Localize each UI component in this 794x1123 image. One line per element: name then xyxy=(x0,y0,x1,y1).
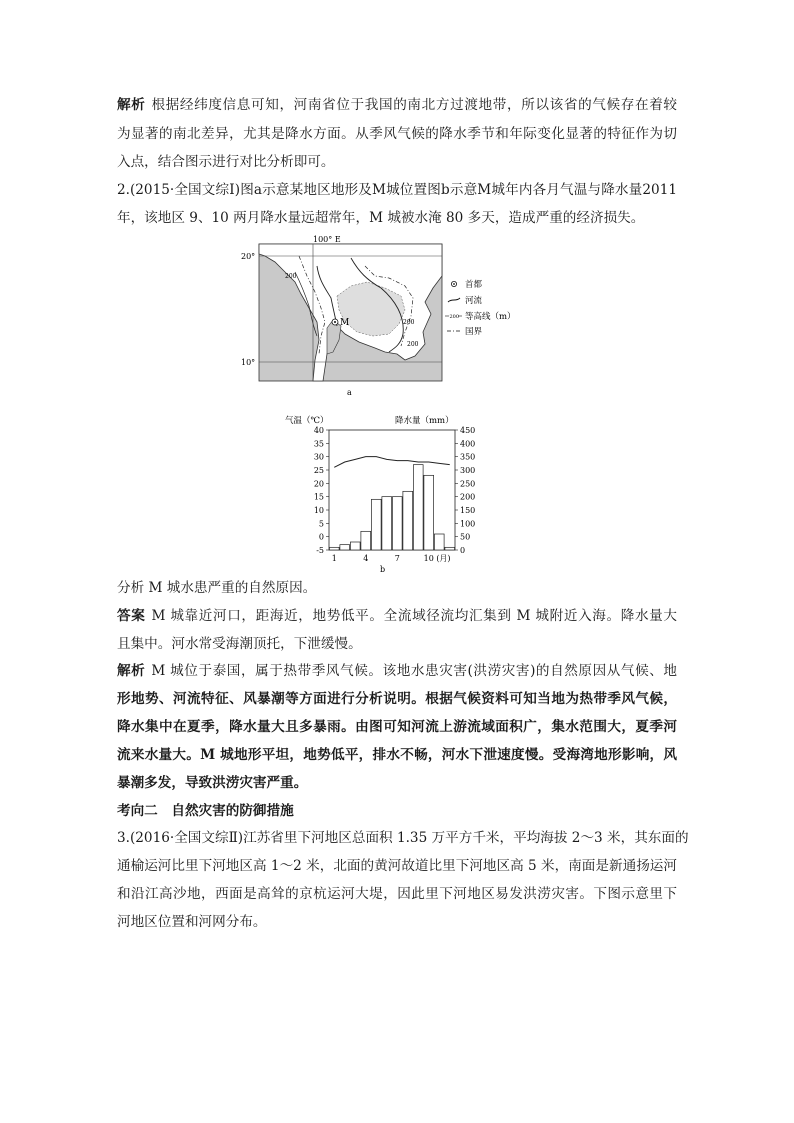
right-tick-label: 400 xyxy=(460,439,476,449)
answer2-line-2: 且集中。河水常受海潮顶托，下泄缓慢。 xyxy=(117,636,362,652)
x-tick-label: 1 xyxy=(331,554,337,563)
precipitation-bar xyxy=(371,499,381,550)
analysis1-line-3: 入点，结合图示进行对比分析即可。 xyxy=(117,154,335,170)
contour-label-2: 200 xyxy=(403,319,415,326)
question3-line-1: 3.(2016·全国文综Ⅱ)江苏省里下河地区总面积 1.35 万平方千米，平均海拔 2～3 米，其东面的 xyxy=(117,830,689,846)
question3-line-2: 通榆运河比里下河地区高 1～2 米，北面的黄河故道比里下河地区高 5 米，南面是新通扬运河 xyxy=(117,858,677,874)
precipitation-bar xyxy=(424,475,434,550)
plot-frame xyxy=(329,430,455,550)
precipitation-bar xyxy=(361,531,371,550)
precipitation-bar xyxy=(340,545,350,550)
contour-label-3: 200 xyxy=(407,341,419,348)
x-tick-label: 7 xyxy=(394,554,400,563)
answer2-label: 答案 xyxy=(117,608,146,624)
precipitation-bar xyxy=(434,534,444,550)
left-tick-label: -5 xyxy=(316,546,324,555)
city-m-label: M xyxy=(340,318,350,328)
section-heading: 考向二 自然灾害的防御措施 xyxy=(117,803,294,819)
capital-icon-dot xyxy=(453,283,455,285)
right-tick-label: 250 xyxy=(460,479,476,489)
precipitation-bar xyxy=(350,542,360,550)
right-axis-label: 降水量（mm） xyxy=(395,416,454,426)
river-icon xyxy=(448,298,460,302)
analysis2-line-3: 降水集中在夏季，降水量大且多暴雨。由图可知河流上游流域面积广，集水范围大，夏季河 xyxy=(117,719,677,735)
legend-river: 河流 xyxy=(465,296,483,306)
left-tick-label: 25 xyxy=(313,466,324,475)
right-tick-label: 300 xyxy=(460,466,476,475)
climate-chart-figure-b xyxy=(283,412,483,574)
map-figure-a xyxy=(241,235,516,398)
legend-border: 国界 xyxy=(465,327,483,337)
analysis1-label: 解析 xyxy=(117,97,146,113)
map-svg xyxy=(241,235,516,398)
analysis1-line-1 xyxy=(117,95,677,115)
analysis1-line-2: 为显著的南北差异，尤其是降水方面。从季风气候的降水季节和年际变化显著的特征作为切 xyxy=(117,126,677,142)
lat-label-10: 10° xyxy=(241,358,256,367)
x-tick-label: 4 xyxy=(363,554,369,563)
question2-prompt: 分析 M 城水患严重的自然原因。 xyxy=(117,580,317,596)
legend-contour-value: 200 xyxy=(449,314,460,320)
right-tick-label: 450 xyxy=(460,426,476,435)
left-tick-label: 20 xyxy=(313,479,324,489)
left-tick-label: 35 xyxy=(313,439,324,449)
right-tick-label: 150 xyxy=(460,506,476,515)
left-tick-label: 15 xyxy=(313,492,324,502)
precipitation-bar xyxy=(403,491,413,550)
analysis1-text-1: 根据经纬度信息可知，河南省位于我国的南北方过渡地带，所以该省的气候存在着较 xyxy=(151,97,678,113)
right-tick-label: 350 xyxy=(460,452,476,462)
right-tick-label: 100 xyxy=(460,519,476,529)
analysis2-line-1 xyxy=(117,661,677,681)
analysis2-label: 解析 xyxy=(117,663,146,679)
x-tick-label: 10 xyxy=(423,554,434,563)
chart-caption: b xyxy=(380,565,386,574)
map-caption: a xyxy=(347,388,352,397)
left-tick-label: 0 xyxy=(318,532,324,542)
precipitation-bar xyxy=(329,547,339,550)
climate-chart-svg xyxy=(283,412,483,574)
answer2-line-1 xyxy=(117,606,677,626)
question3-line-3: 和沿江高沙地，西面是高耸的京杭运河大堤，因此里下河地区易发洪涝灾害。下图示意里下 xyxy=(117,886,677,902)
analysis2-text-1: M 城位于泰国，属于热带季风气候。该地水患灾害(洪涝灾害)的自然原因从气候、地 xyxy=(151,663,677,679)
left-axis-label: 气温（℃） xyxy=(285,416,329,426)
precipitation-bar xyxy=(382,497,392,550)
precipitation-bar xyxy=(413,465,423,550)
left-tick-label: 30 xyxy=(313,452,324,462)
right-tick-label: 200 xyxy=(460,492,476,502)
left-tick-label: 10 xyxy=(313,506,324,515)
precipitation-bar xyxy=(392,497,402,550)
question2-line-1: 2.(2015·全国文综Ⅰ)图a示意某地区地形及M城位置图b示意M城年内各月气温与降水量2011 xyxy=(117,182,677,198)
left-tick-label: 5 xyxy=(318,519,324,529)
analysis2-line-4: 流来水量大。M 城地形平坦，地势低平，排水不畅，河水下泄速度慢。受海湾地形影响，风 xyxy=(117,747,677,763)
analysis2-line-5: 暴潮多发，导致洪涝灾害严重。 xyxy=(117,775,308,791)
question3-line-4: 河地区位置和河网分布。 xyxy=(117,914,267,930)
right-tick-label: 50 xyxy=(460,532,471,542)
analysis2-line-2: 形地势、河流特征、风暴潮等方面进行分析说明。根据气候资料可知当地为热带季风气候， xyxy=(117,691,677,707)
precipitation-bar xyxy=(445,547,455,550)
lon-label: 100° E xyxy=(313,235,341,244)
right-tick-label: 0 xyxy=(460,546,466,555)
legend-capital: 首都 xyxy=(465,280,483,290)
lat-label-20: 20° xyxy=(241,252,256,261)
legend-contour: 等高线（m） xyxy=(465,312,516,322)
left-tick-label: 40 xyxy=(313,426,324,435)
city-m-dot xyxy=(334,321,336,323)
answer2-text-1: M 城靠近河口，距海近，地势低平。全流域径流均汇集到 M 城附近入海。降水量大 xyxy=(151,608,677,624)
temperature-line xyxy=(334,457,450,468)
question2-line-2: 年，该地区 9、10 两月降水量远超常年，M 城被水淹 80 多天，造成严重的经济损失。 xyxy=(117,210,645,226)
contour-label-1: 200 xyxy=(285,273,297,280)
x-tick-label: (月) xyxy=(436,554,451,563)
